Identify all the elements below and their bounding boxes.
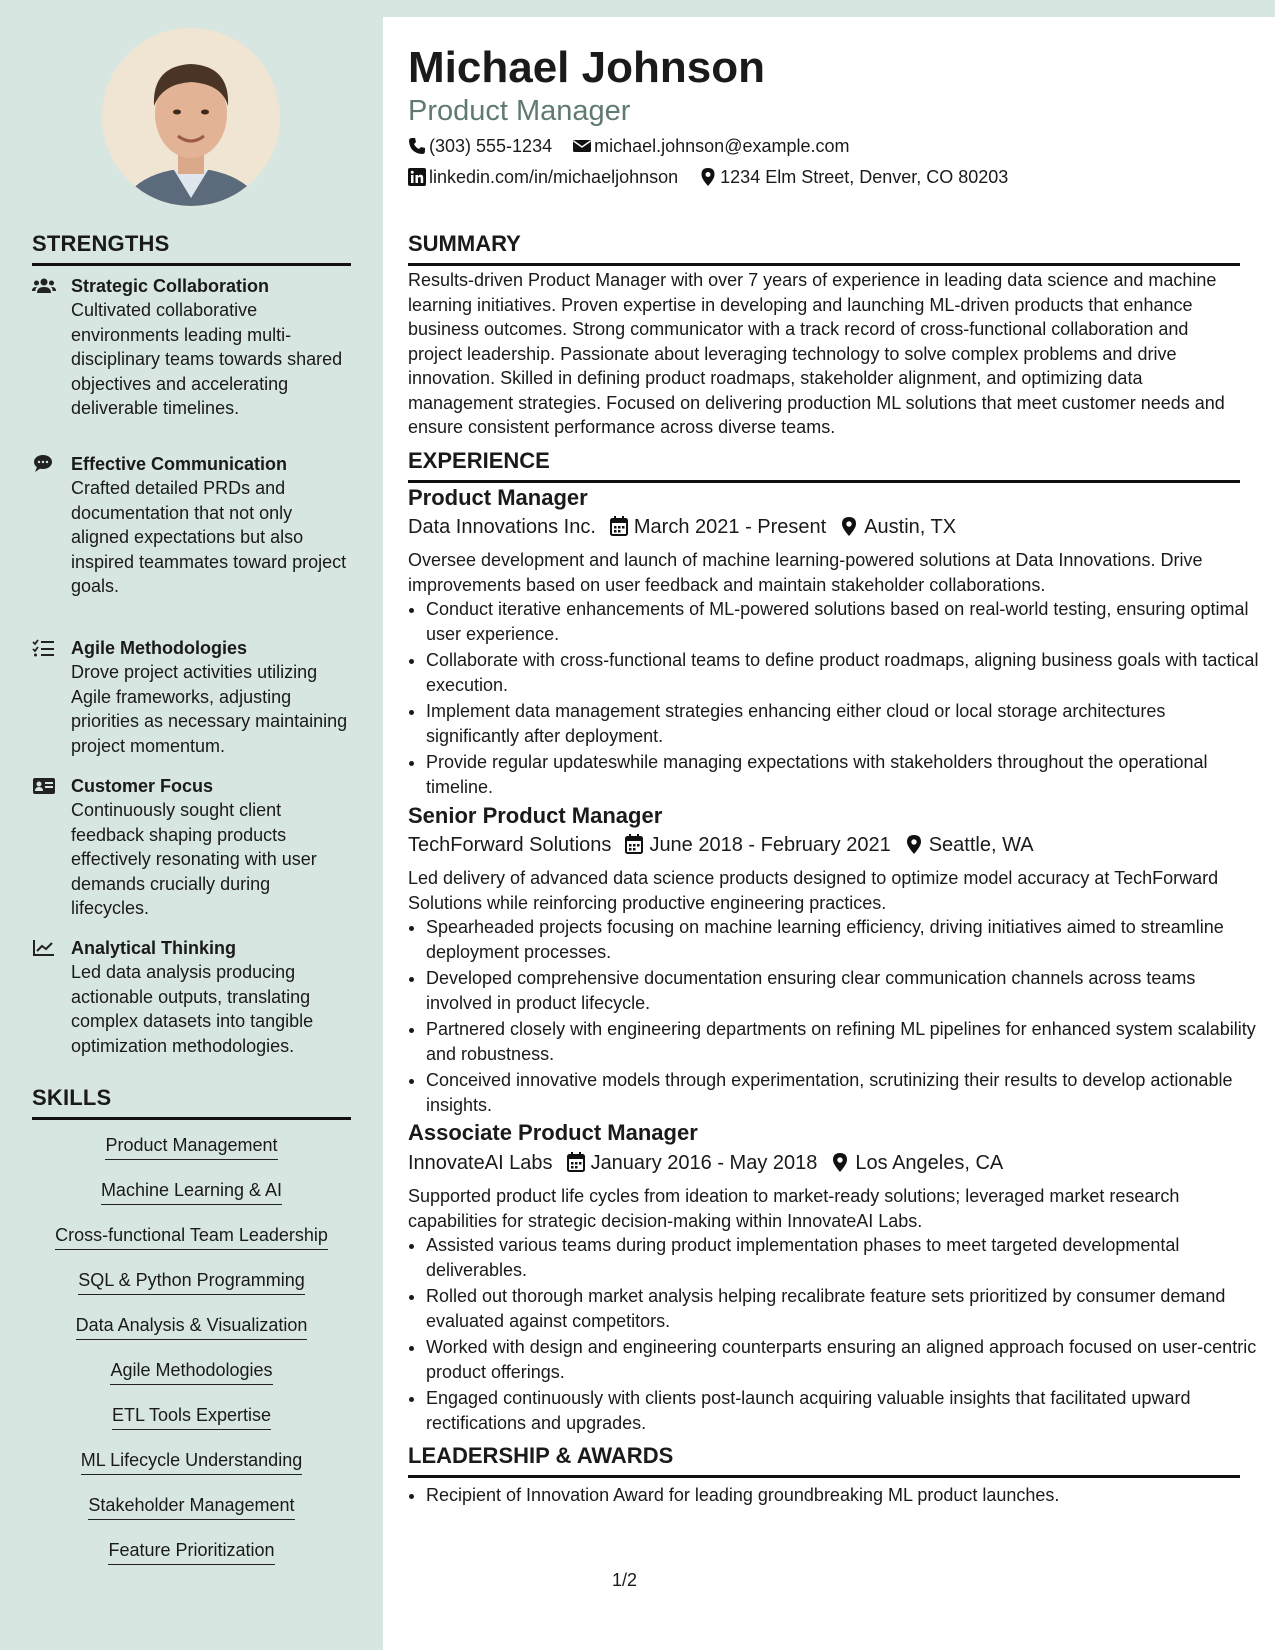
summary-text: Results-driven Product Manager with over 7 years of experience in leading data science and machine learning initiatives. Proven expertise in developing and launching ML-driven products that enhance business outcomes. Strong communicator with a track record of cross-functional collaboration and project leadership. Passionate about leveraging technology to solve complex problems and drive innovation. Skilled in defining product roadmaps, stakeholder alignment, and optimizing data management strategies. Focused on delivering production ML solutions that meet customer needs and ensure consistent performance across diverse teams. [408, 270, 1225, 437]
profile-photo [102, 28, 280, 206]
strength-description: Led data analysis producing actionable outputs, translating complex datasets into tangible optimization methodologies. [71, 962, 314, 1056]
skill-item: ML Lifecycle Understanding [81, 1447, 302, 1475]
skill-item: Stakeholder Management [88, 1492, 294, 1520]
linkedin-icon [408, 168, 426, 186]
leadership-heading: LEADERSHIP & AWARDS [408, 1443, 1240, 1478]
job-dates: March 2021 - Present [633, 516, 827, 538]
job-meta [408, 832, 1034, 858]
contact-row-2 [408, 165, 1008, 189]
job-title: Associate Product Manager [408, 1120, 698, 1145]
skill-item: SQL & Python Programming [78, 1267, 304, 1295]
skill-item: Machine Learning & AI [101, 1177, 282, 1205]
job-meta [408, 514, 956, 540]
strength-description: Continuously sought client feedback shaping products effectively resonating with user demands crucially during lifecycles. [71, 800, 317, 918]
job-title: Senior Product Manager [408, 803, 663, 828]
skills-list [32, 1132, 351, 1582]
bullet-item: • Implement data management strategies enhancing either cloud or local storage architectures significantly after deployment. [426, 699, 1261, 748]
strength-title: Analytical Thinking [71, 938, 237, 958]
skill-item: Cross-functional Team Leadership [55, 1222, 328, 1250]
job-dates: January 2016 - May 2018 [590, 1152, 818, 1174]
job-dates: June 2018 - February 2021 [649, 834, 891, 856]
phone-text[interactable]: (303) 555-1234 [429, 136, 553, 156]
strength-item [32, 636, 352, 758]
strength-item [32, 274, 352, 421]
skill-item: Feature Prioritization [108, 1537, 274, 1565]
location-icon [699, 168, 717, 186]
job-location: Seattle, WA [928, 834, 1034, 856]
strength-item [32, 774, 352, 921]
summary-heading: SUMMARY [408, 231, 1240, 266]
bullet-item: • Developed comprehensive documentation ensuring clear communication channels across teams involved in product lifecycle. [426, 966, 1261, 1015]
bullet-item: • Assisted various teams during product implementation phases to meet targeted developmental deliverables. [426, 1233, 1261, 1282]
main-content [383, 17, 1275, 1650]
strengths-heading: STRENGTHS [32, 231, 351, 266]
strength-description: Cultivated collaborative environments leading multi-disciplinary teams towards shared objectives and accelerating deliverable timelines. [71, 300, 343, 418]
users-icon [32, 276, 56, 296]
sidebar [0, 0, 383, 1650]
job-summary: Led delivery of advanced data science products designed to optimize model accuracy at TechForward Solutions while reinforcing productive engineering practices. [408, 868, 1219, 913]
page-number: 1/2 [612, 1570, 638, 1590]
email-link[interactable]: michael.johnson@example.com [594, 136, 850, 156]
job-location: Los Angeles, CA [855, 1152, 1004, 1174]
strength-description: Drove project activities utilizing Agile frameworks, adjusting priorities as necessary maintaining project momentum. [71, 662, 348, 756]
bullet-item: • Provide regular updateswhile managing expectations with stakeholders throughout the operational timeline. [426, 750, 1261, 799]
phone-icon [408, 137, 426, 155]
bullet-item: • Conduct iterative enhancements of ML-powered solutions based on real-world testing, ensuring optimal user experience. [426, 597, 1261, 646]
job-summary: Supported product life cycles from ideation to market-ready solutions; leveraged market research capabilities for strategic decision-making within InnovateAI Labs. [408, 1186, 1180, 1231]
bullet-item: • Worked with design and engineering counterparts ensuring an aligned approach focused on user-centric product offerings. [426, 1335, 1261, 1384]
strength-description: Crafted detailed PRDs and documentation that not only aligned expectations but also inspired teammates toward project goals. [71, 478, 347, 596]
job-bullets [408, 1233, 1261, 1437]
candidate-name: Michael Johnson [408, 43, 765, 92]
calendar-icon [567, 1152, 585, 1172]
id-card-icon [32, 776, 56, 796]
email-icon [573, 137, 591, 155]
candidate-role: Product Manager [408, 95, 631, 127]
bullet-item: • Engaged continuously with clients post-launch acquiring valuable insights that facilitated upward rectifications and upgrades. [426, 1386, 1261, 1435]
location-icon [831, 1152, 849, 1172]
location-icon [840, 516, 858, 536]
bullet-item: • Conceived innovative models through experimentation, scrutinizing their results to develop actionable insights. [426, 1068, 1261, 1117]
experience-heading: EXPERIENCE [408, 448, 1240, 483]
strength-item [32, 452, 352, 599]
strength-title: Agile Methodologies [71, 638, 248, 658]
address-text: 1234 Elm Street, Denver, CO 80203 [720, 167, 1009, 187]
job-company: TechForward Solutions [408, 834, 612, 856]
bullet-item: • Collaborate with cross-functional teams to define product roadmaps, aligning business goals with tactical execution. [426, 648, 1261, 697]
chart-line-icon [32, 938, 56, 958]
bullet-item: • Spearheaded projects focusing on machine learning efficiency, driving initiatives aimed to streamline deployment processes. [426, 915, 1261, 964]
award-item: • Recipient of Innovation Award for leading groundbreaking ML product launches. [426, 1483, 1261, 1508]
chat-icon [32, 454, 56, 474]
calendar-icon [625, 834, 643, 854]
job-location: Austin, TX [864, 516, 957, 538]
job-title: Product Manager [408, 485, 588, 510]
location-icon [905, 834, 923, 854]
job-company: Data Innovations Inc. [408, 516, 596, 538]
job-summary: Oversee development and launch of machine learning-powered solutions at Data Innovations. Drive improvements based on user feedback and maintain stakeholder collaborations. [408, 550, 1203, 595]
calendar-icon [610, 516, 628, 536]
strength-item [32, 936, 352, 1058]
list-check-icon [32, 638, 56, 658]
skill-item: Agile Methodologies [110, 1357, 272, 1385]
skill-item: Product Management [105, 1132, 277, 1160]
strength-title: Effective Communication [71, 454, 288, 474]
linkedin-link[interactable]: linkedin.com/in/michaeljohnson [429, 167, 679, 187]
skill-item: Data Analysis & Visualization [76, 1312, 308, 1340]
job-bullets [408, 597, 1261, 801]
leadership-list [408, 1483, 1261, 1510]
bullet-item: • Rolled out thorough market analysis helping recalibrate feature sets prioritized by consumer demand evaluated against competitors. [426, 1284, 1261, 1333]
job-meta [408, 1150, 1003, 1176]
skill-item: ETL Tools Expertise [112, 1402, 271, 1430]
skills-heading: SKILLS [32, 1085, 351, 1120]
strength-title: Strategic Collaboration [71, 276, 270, 296]
job-company: InnovateAI Labs [408, 1152, 553, 1174]
job-bullets [408, 915, 1261, 1119]
contact-row-1 [408, 134, 850, 158]
strength-title: Customer Focus [71, 776, 214, 796]
bullet-item: • Partnered closely with engineering departments on refining ML pipelines for enhanced system scalability and robustness. [426, 1017, 1261, 1066]
